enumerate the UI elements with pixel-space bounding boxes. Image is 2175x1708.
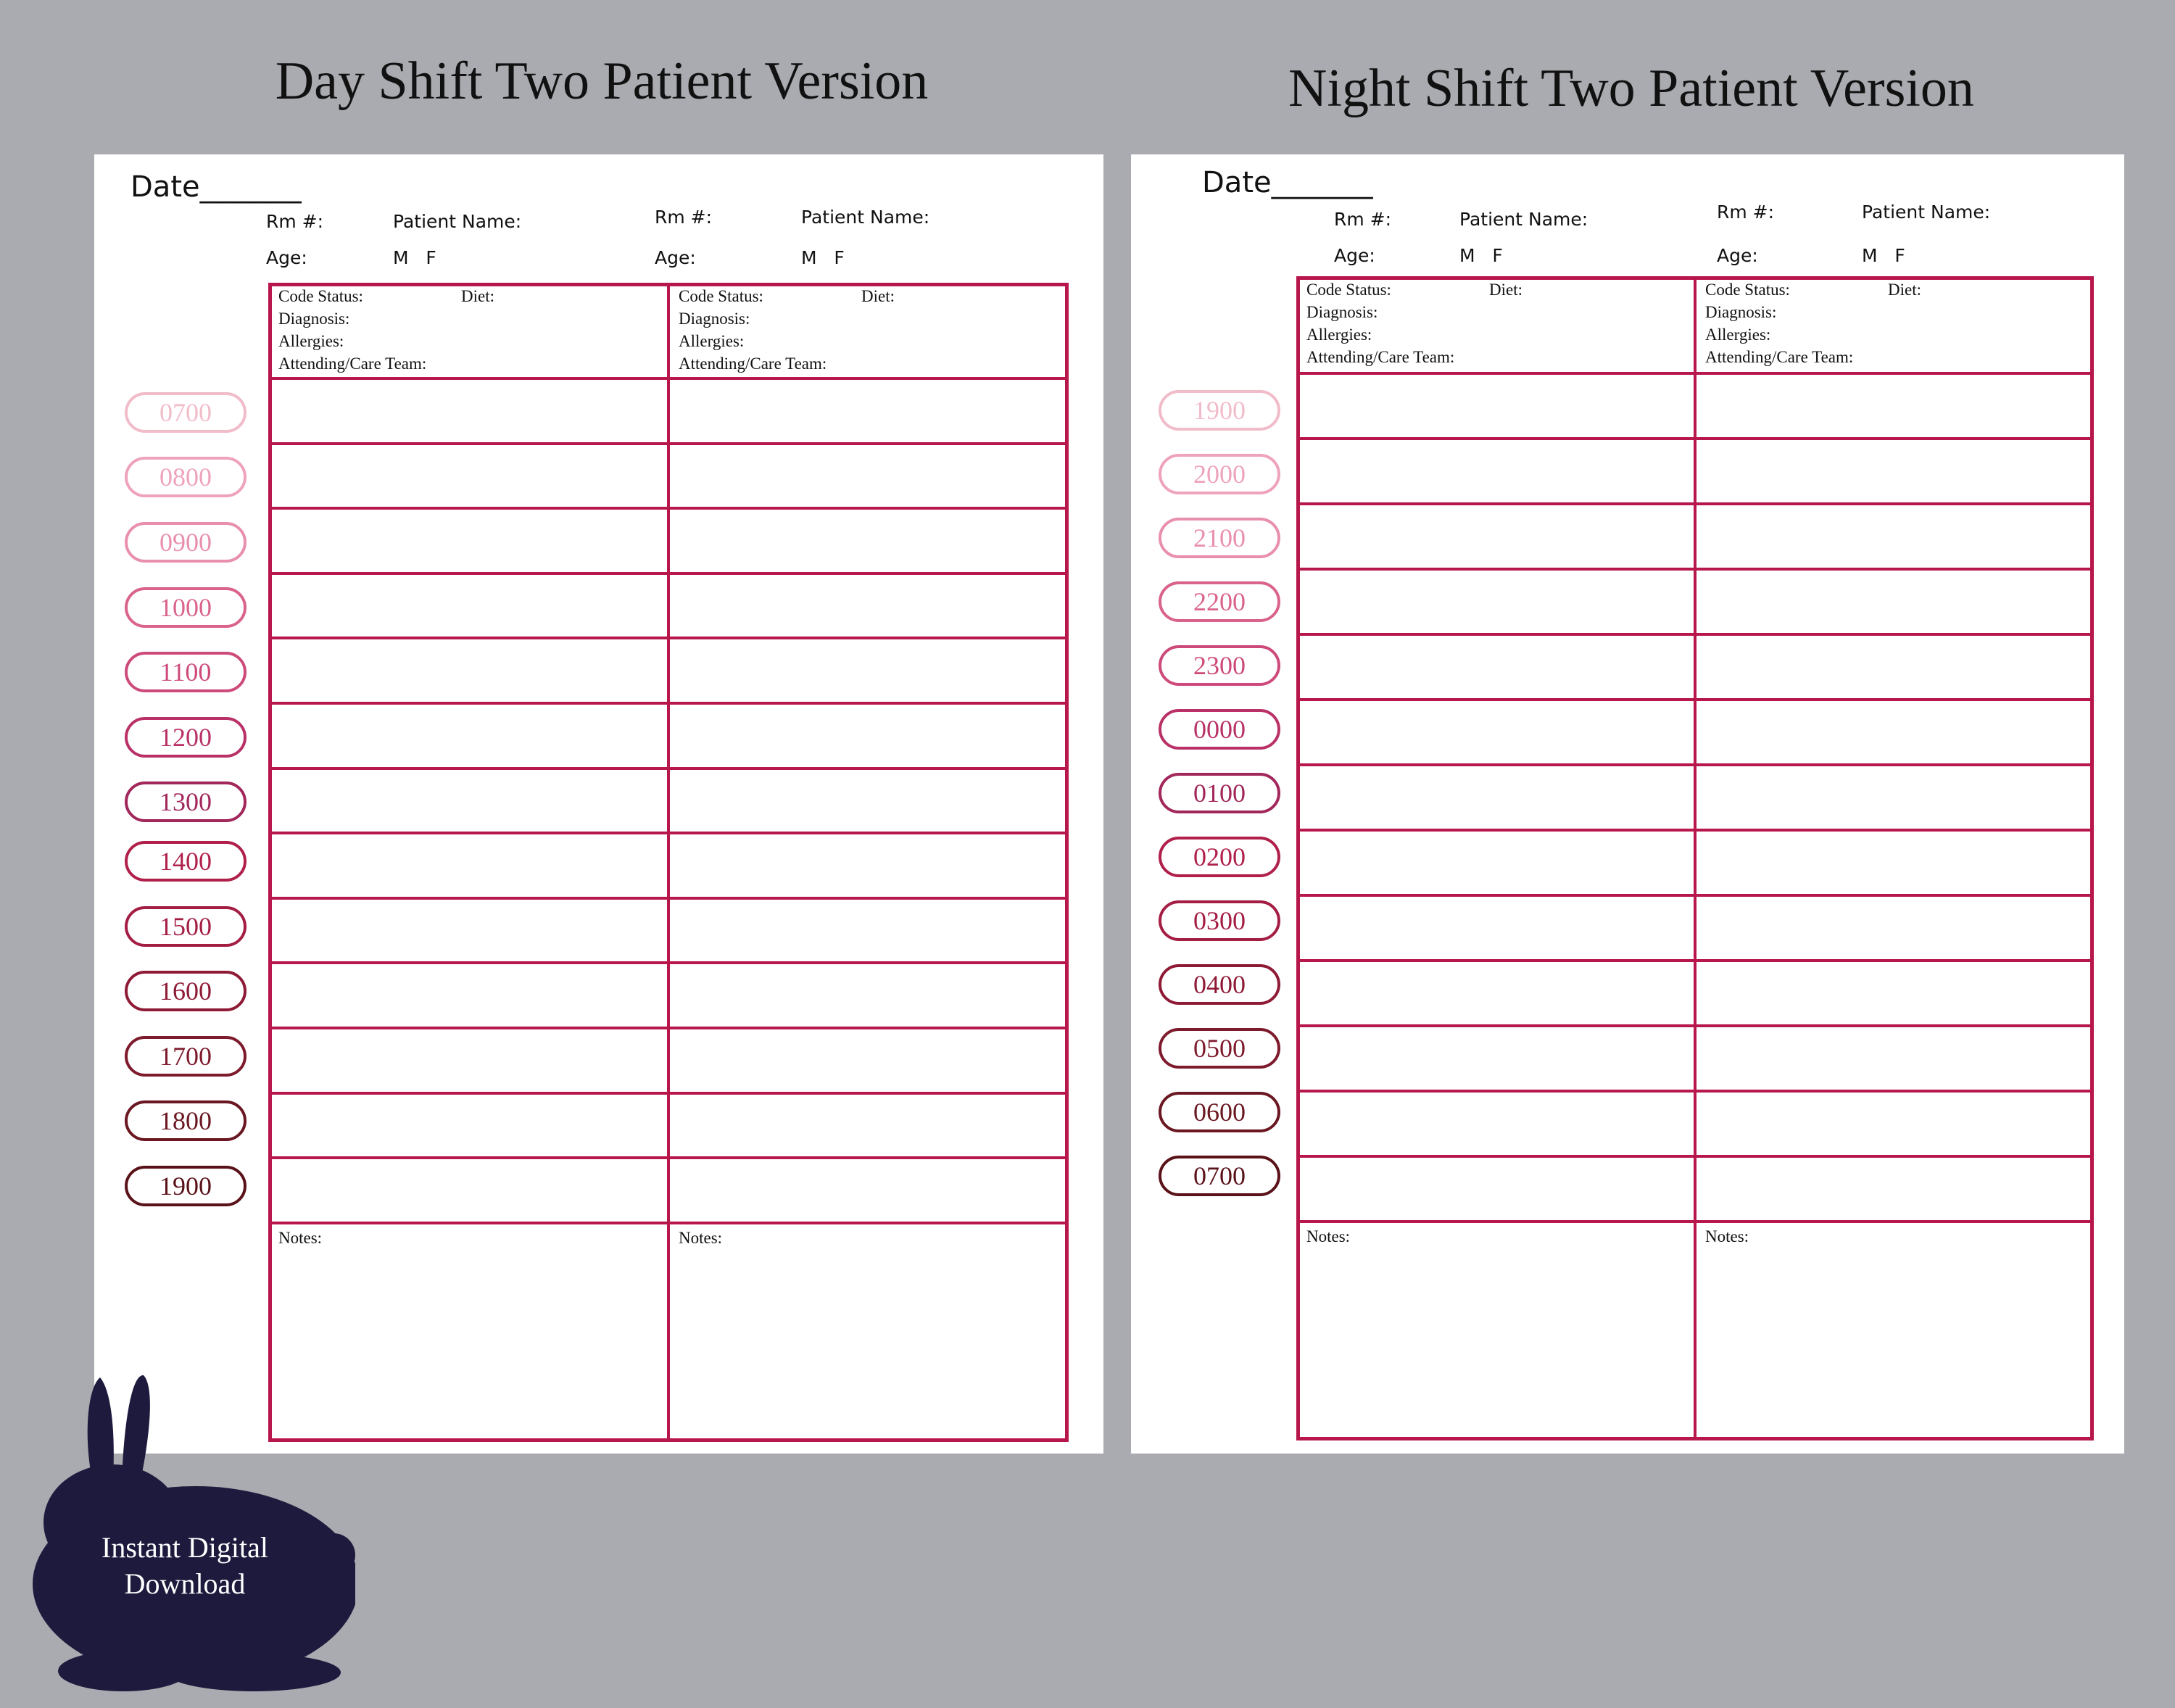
code-status-row (1705, 278, 2087, 301)
allergies-label: Allergies: (278, 332, 344, 350)
diagnosis-label: Diagnosis: (278, 310, 350, 328)
code-status-row (679, 285, 1061, 307)
grid-row-line (1296, 1220, 2094, 1223)
night-title: Night Shift Two Patient Version (1288, 59, 1974, 118)
patient-name-label-2: Patient Name: (1862, 202, 1991, 223)
patient-info-block-2 (1705, 278, 2087, 368)
hour-pill-1600: 1600 (125, 971, 246, 1011)
grid-row-line (268, 1222, 1069, 1224)
patient-info-block-2 (679, 285, 1061, 375)
patient-name-label-2: Patient Name: (801, 207, 930, 228)
code-status-label: Code Status: (1705, 281, 1790, 299)
hour-cell[interactable] (1299, 962, 1692, 1024)
patient-name-label-1: Patient Name: (1459, 209, 1588, 230)
hour-cell[interactable] (671, 380, 1066, 442)
hour-pill-0200: 0200 (1159, 837, 1280, 877)
diet-label: Diet: (1888, 281, 1921, 299)
hour-cell[interactable] (1698, 1093, 2091, 1155)
diagnosis-label: Diagnosis: (679, 310, 750, 328)
hour-pill-0500: 0500 (1159, 1028, 1280, 1069)
code-status-row (1306, 278, 1688, 301)
hour-pill-1000: 1000 (125, 587, 246, 628)
hour-cell[interactable] (1698, 766, 2091, 829)
hour-pill-1500: 1500 (125, 906, 246, 947)
hour-pill-1900: 1900 (1159, 390, 1280, 431)
hour-cell[interactable] (1299, 701, 1692, 763)
hour-cell[interactable] (671, 639, 1066, 702)
hour-cell[interactable] (671, 705, 1066, 767)
room-number-label-1: Rm #: (266, 211, 324, 232)
hour-cell[interactable] (271, 705, 666, 767)
hour-cell[interactable] (271, 964, 666, 1027)
allergies-label: Allergies: (1306, 326, 1372, 344)
age-label-2: Age: (655, 247, 696, 268)
hour-pill-1900: 1900 (125, 1166, 246, 1206)
hour-cell[interactable] (671, 964, 1066, 1027)
hour-cell[interactable] (271, 575, 666, 637)
hour-cell[interactable] (1299, 636, 1692, 698)
hour-cell[interactable] (271, 445, 666, 507)
attending-label: Attending/Care Team: (1705, 348, 1854, 366)
diagnosis-label: Diagnosis: (1306, 303, 1378, 321)
notes-label-1: Notes: (1306, 1227, 1351, 1245)
sex-label-2: M F (801, 247, 845, 268)
hour-cell[interactable] (671, 770, 1066, 832)
hour-cell[interactable] (1299, 440, 1692, 502)
hour-pill-0100: 0100 (1159, 773, 1280, 813)
day-shift-page (94, 154, 1103, 1454)
hour-pill-1800: 1800 (125, 1100, 246, 1141)
hour-cell[interactable] (271, 510, 666, 572)
allergies-label: Allergies: (679, 332, 745, 350)
hour-cell[interactable] (271, 639, 666, 702)
room-number-label-2: Rm #: (655, 207, 713, 228)
hour-pill-0700: 0700 (125, 392, 246, 433)
hour-pill-0000: 0000 (1159, 709, 1280, 750)
hour-pill-1300: 1300 (125, 782, 246, 822)
hour-cell[interactable] (271, 834, 666, 897)
hour-cell[interactable] (1299, 505, 1692, 568)
code-status-label: Code Status: (1306, 281, 1391, 299)
attending-label: Attending/Care Team: (679, 355, 827, 373)
age-label-2: Age: (1717, 245, 1758, 266)
notes-label-1: Notes: (278, 1228, 323, 1247)
hour-cell[interactable] (1698, 962, 2091, 1024)
hour-cell[interactable] (671, 834, 1066, 897)
diet-label: Diet: (461, 287, 494, 305)
sex-label-2: M F (1862, 245, 1905, 266)
hour-cell[interactable] (271, 1029, 666, 1092)
hour-cell[interactable] (1299, 897, 1692, 959)
allergies-label: Allergies: (1705, 326, 1771, 344)
hour-pill-0900: 0900 (125, 522, 246, 563)
hour-pill-2200: 2200 (1159, 581, 1280, 622)
code-status-row (278, 285, 661, 307)
diet-label: Diet: (1489, 281, 1522, 299)
hour-cell[interactable] (1698, 505, 2091, 568)
hour-pill-0300: 0300 (1159, 900, 1280, 941)
patient-info-block-1 (278, 285, 661, 375)
sex-label-1: M F (393, 247, 436, 268)
hour-pill-0700: 0700 (1159, 1156, 1280, 1196)
hour-cell[interactable] (1299, 1093, 1692, 1155)
badge-line-1: Instant Digital (102, 1531, 268, 1564)
hour-cell[interactable] (271, 1159, 666, 1222)
hour-cell[interactable] (271, 900, 666, 962)
hour-cell[interactable] (271, 1095, 666, 1157)
code-status-label: Code Status: (278, 287, 363, 305)
date-field[interactable]: Date_______ (130, 170, 302, 204)
age-label-1: Age: (266, 247, 307, 268)
instant-download-badge (14, 1374, 355, 1696)
room-number-label-2: Rm #: (1717, 202, 1775, 223)
night-shift-page (1131, 154, 2124, 1454)
notes-label-2: Notes: (1705, 1227, 1749, 1245)
patient-info-block-1 (1306, 278, 1688, 368)
hour-pill-1100: 1100 (125, 652, 246, 692)
hour-cell[interactable] (1299, 766, 1692, 829)
hour-cell[interactable] (1698, 832, 2091, 894)
hour-cell[interactable] (671, 1029, 1066, 1092)
attending-label: Attending/Care Team: (278, 355, 427, 373)
sex-label-1: M F (1459, 245, 1503, 266)
hour-cell[interactable] (1698, 375, 2091, 437)
hour-cell[interactable] (671, 900, 1066, 962)
hour-cell[interactable] (1299, 1158, 1692, 1220)
diagnosis-label: Diagnosis: (1705, 303, 1777, 321)
hour-cell[interactable] (1698, 571, 2091, 633)
hour-cell[interactable] (1299, 571, 1692, 633)
hour-pill-0600: 0600 (1159, 1092, 1280, 1132)
hour-pill-1200: 1200 (125, 717, 246, 758)
hour-pill-2300: 2300 (1159, 645, 1280, 686)
hour-pill-0800: 0800 (125, 457, 246, 497)
badge-line-2: Download (124, 1567, 246, 1600)
hour-cell[interactable] (271, 770, 666, 832)
attending-label: Attending/Care Team: (1306, 348, 1455, 366)
age-label-1: Age: (1334, 245, 1375, 266)
hour-cell[interactable] (1299, 1027, 1692, 1090)
hour-cell[interactable] (671, 575, 1066, 637)
hour-cell[interactable] (1698, 440, 2091, 502)
hour-pill-1400: 1400 (125, 841, 246, 882)
hour-pill-0400: 0400 (1159, 964, 1280, 1005)
hour-cell[interactable] (271, 380, 666, 442)
hour-pill-2100: 2100 (1159, 518, 1280, 558)
hour-cell[interactable] (671, 1095, 1066, 1157)
hour-pill-2000: 2000 (1159, 454, 1280, 494)
hour-cell[interactable] (671, 1159, 1066, 1222)
grid-divider (667, 283, 670, 1442)
day-title: Day Shift Two Patient Version (275, 51, 929, 111)
hour-pill-1700: 1700 (125, 1036, 246, 1077)
code-status-label: Code Status: (679, 287, 763, 305)
hour-cell[interactable] (1698, 636, 2091, 698)
diet-label: Diet: (861, 287, 895, 305)
hour-cell[interactable] (1698, 1158, 2091, 1220)
date-field[interactable]: Date_______ (1202, 166, 1373, 199)
notes-label-2: Notes: (679, 1228, 723, 1247)
hour-cell[interactable] (671, 445, 1066, 507)
room-number-label-1: Rm #: (1334, 209, 1392, 230)
hour-cell[interactable] (1299, 832, 1692, 894)
hour-cell[interactable] (671, 510, 1066, 572)
hour-cell[interactable] (1698, 1027, 2091, 1090)
hour-cell[interactable] (1698, 701, 2091, 763)
patient-name-label-1: Patient Name: (393, 211, 522, 232)
grid-divider (1694, 276, 1696, 1440)
hour-cell[interactable] (1299, 375, 1692, 437)
hour-cell[interactable] (1698, 897, 2091, 959)
